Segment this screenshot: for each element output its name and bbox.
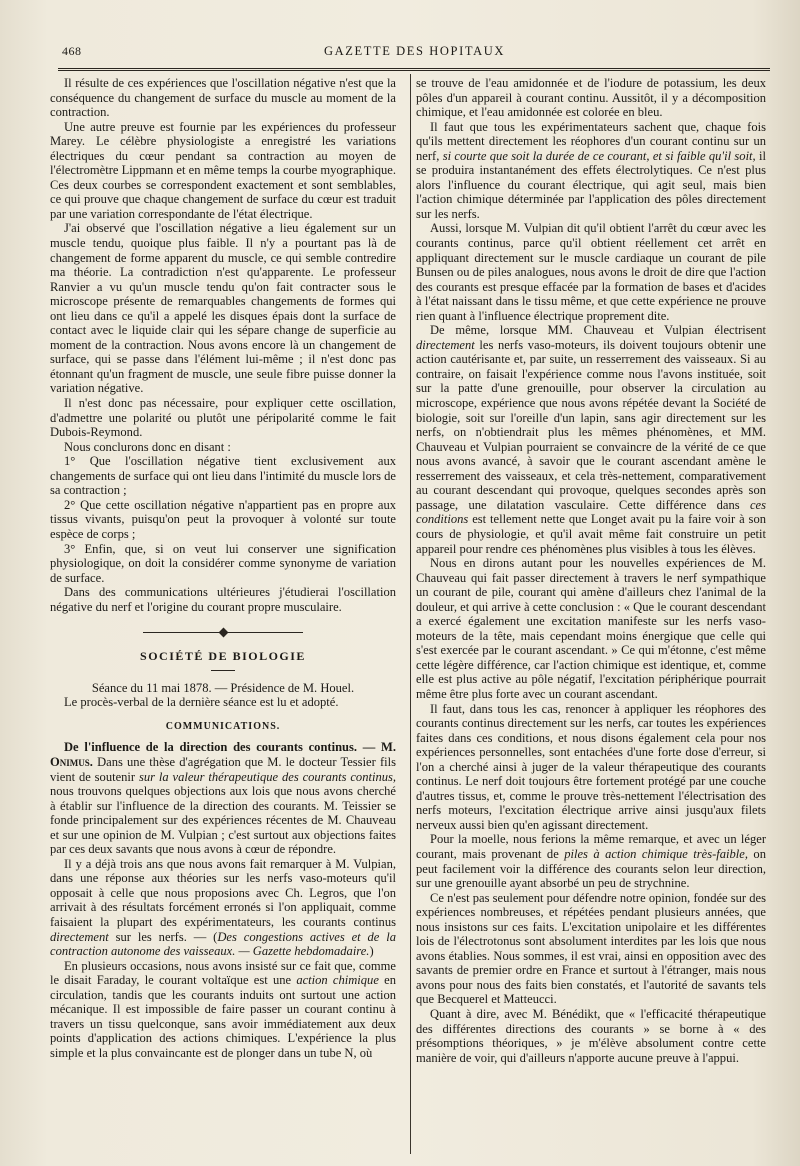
italic-run: si courte que soit la durée de ce courant, et si faible qu'il soit, [442,148,756,163]
paragraph: 2° Que cette oscillation négative n'appartient pas en propre aux tissus vivants, puisqu'on peut la provoquer à volonté sur toute espèce de corps ; [50,497,396,541]
paragraph: Quant à dire, avec M. Bénédikt, que « l'efficacité thérapeutique des différentes directions des courants » se borne à « des présomptions théoriques, » je m'élève absolument contre cette manière de voir, qui d'ailleurs n'apporte aucune preuve à l'appui. [416,1007,766,1065]
paragraph [416,323,766,556]
header-rule [58,68,770,71]
paragraph: 1° Que l'oscillation négative tient exclusivement aux changements de surface qui ont lieu dans l'intimité du muscle lors de sa contraction ; [50,454,396,498]
italic-run: sur la valeur thérapeutique des courants continus, [138,769,397,784]
text-run: les nerfs vaso-moteurs, ils doivent toujours obtenir une action cautérisante et, par suite, un resserrement des vaisseaux. Si au contraire, on faisait l'expérience comme nous l'avons instituée, soit sur la patte d'une grenouille, pour observer la circulation au microscope, expérience que nous avons répétée devant la Société de biologie, soit sur l'oreille d'un lapin, sans agir directement sur les nerfs, on n'obtiendrait plus les mêmes phénomènes, et MM. Chauveau et Vulpian pourraient se convaincre de la vérité de ce que nous avons avancé, à savoir que le courant ascendant amène le resserrement des vaisseaux, et cela très-nettement, comparativement au courant descendant qui provoque, quelques secondes après son passage, une dilatation vasculaire. Cette différence dans [416,337,766,512]
paragraph: se trouve de l'eau amidonnée et de l'iodure de potassium, les deux pôles d'un appareil à courant continu. Aussitôt, il y a décomposition chimique, et l'eau amidonnée est colorée en bleu. [416,76,766,120]
paragraph: Nous conclurons donc en disant : [64,439,231,454]
separator-ornament [143,632,303,633]
right-column [416,76,766,1065]
text-run: De même, lorsque MM. Chauveau et Vulpian électrisent [430,323,766,338]
text-run: Il faut que tous les expérimentateurs sachent que, chaque fois qu'ils mettent directement les réophores d'un courant continu sur un nerf, [416,119,766,163]
paragraph: Dans des communications ultérieures j'étudierai l'oscillation négative du nerf et l'origine du courant propre musculaire. [50,585,396,614]
italic-run: directement [50,929,109,944]
text-run: Dans une thèse d'agrégation que M. le docteur Tessier fils vient de soutenir [50,754,396,784]
text-run: sur les nerfs. — ( [108,929,218,944]
page-header [62,42,767,64]
paragraph [416,120,766,222]
text-run: est tellement nette que Longet avait pu la faire voir à son cours de physiologie, et qu'il avait même fait construire un petit appareil pour rendre ces phénomènes plus visibles à tous les élèves. [416,512,766,556]
paragraph: Aussi, lorsque M. Vulpian dit qu'il obtient l'arrêt du cœur avec les courants continus, parce qu'il obtient réellement cet arrêt en appliquant directement sur le muscle cardiaque un courant de pile Bunsen ou de piles analogues, nous avons le droit de dire que l'action des courants est presque effacée par la formation de bases et d'acides à l'état naissant dans le tissu même, et que cette expérience ne prouve rien quant à l'influence électrique proprement dite. [416,221,766,323]
section-title: SOCIÉTÉ DE BIOLOGIE [140,649,306,664]
paragraph: Il faut, dans tous les cas, renoncer à appliquer les réophores des courants continus directement sur les nerfs, car toutes les expériences faites dans ces conditions, et nous disons également cela pour nos expériences personnelles, sont entachées d'une forte dose d'erreur, si l'on a cherché ainsi à juger de la valeur thérapeutique des courants continus. Le nerf doit toujours être fortement protégé par une couche d'autres tissus, et, comme le prouve très-nettement l'électrisation des nerfs moteurs, l'excitation électrique arrive ainsi jusqu'aux filets nerveux aussi bien qu'en agissant directement. [416,701,766,832]
session-line: Séance du 11 mai 1878. — Présidence de M. Houel. [91,680,355,695]
communications-heading: COMMUNICATIONS. [165,720,281,732]
text-run: on peut facilement voir la différence des courants selon leur direction, sur une grenouille ayant absorbé un peu de strychnine. [416,846,766,891]
italic-run: ces conditions [416,497,766,527]
text-run: ) [369,944,374,959]
italic-run: action chimique [296,973,379,988]
short-rule [211,670,235,671]
paragraph: Une autre preuve est fournie par les expériences du professeur Marey. Le célèbre physiologiste a enregistré les variations électriques du cœur pendant sa contraction au moyen de l'électromètre Lippmann et en même temps la courbe myographique. Ces deux courbes se correspondent exactement et sont semblables, ce qui prouve que chaque changement de surface du cœur est traduit par une variation correspondante de l'état électrique. [50,119,396,221]
left-column [50,76,396,1060]
text-run: Pour la moelle, nous ferions la même remarque, et avec un léger courant, mais provenant de [416,832,766,861]
article-author: M. Onimus. [50,740,396,769]
text-run: en circulation, tandis que les courants induits ont surtout une action mécanique. Il est impossible de faire passer un courant continu à travers un tissu quelconque, sans avoir immédiatement aux deux points d'application des actions chimiques. L'expérience la plus simple et la plus convaincante est de plonger dans un tube N, où [50,973,396,1060]
proces-verbal-line: Le procès-verbal de la dernière séance est lu et adopté. [64,695,339,710]
text-run: nous trouvons quelques objections aux lois que nous avons cherché à établir sur l'influence de la direction des courants. M. Teissier se fonde principalement sur des expériences récentes de M. Chauveau et sur une opinion de M. Vulpian ; c'est surtout aux objections faites par ces deux savants que nous avons à cœur de répondre. [50,784,396,857]
running-title: GAZETTE DES HOPITAUX [324,44,505,58]
italic-run: piles à action chimique très-faible, [564,846,748,861]
column-divider [410,74,411,1154]
article-paragraph [50,959,396,1061]
article-title: De l'influence de la direction des courants continus. — [64,740,376,755]
text-run: il se produira instantanément des effets électrolytiques. Ce n'est plus alors l'influence du courant électrique, qui agit seul, mais bien l'action chimique déterminée par l'application des pôles directement sur les nerfs. [416,148,766,221]
paragraph: Nous en dirons autant pour les nouvelles expériences de M. Chauveau qui fait passer directement à travers le nerf sympathique un courant de pile, courant qui amène d'ailleurs chez l'animal de la douleur, et qui arrive à cette conclusion : « Que le courant descendant a exercé également une excitation manifeste sur les nerfs vaso-moteurs de la tête, mais cependant moins énergique que celle qui s'est exercée par le courant ascendant. » Ce qui m'étonne, c'est même cette légère différence, car l'action chimique est identique, et, comme elle est plus active au pôle négatif, l'excitation périphérique pourrait même être plus forte avec un courant ascendant. [416,556,766,701]
page-number: 468 [62,44,82,58]
paragraph: Il n'est donc pas nécessaire, pour expliquer cette oscillation, d'admettre une polarité ou plutôt une péripolarité comme le fait Dubois-Reymond. [50,396,396,440]
paragraph: 3° Enfin, que, si on veut lui conserver une signification physiologique, on doit la considérer comme synonyme de variation de surface. [50,541,396,585]
italic-run: directement [416,337,475,352]
paragraph [416,832,766,890]
text-run: Il y a déjà trois ans que nous avons fait remarquer à M. Vulpian, dans une réponse aux théories sur les nerfs vaso-moteurs qu'il opposait à celle que nous proposions avec Ch. Legros, que l'on arrivait à des résultats forcément erronés si l'on appliquait, comme faisaient la plupart des expérimentateurs, les courants continus [50,856,396,929]
text-run: En plusieurs occasions, nous avons insisté sur ce fait que, comme le disait Faraday, le courant voltaïque est une [50,958,396,988]
article-paragraph [50,857,396,959]
italic-run: Des congestions actives et de la contraction autonome des vaisseaux. — Gazette hebdomadaire. [50,929,397,959]
paragraph: Ce n'est pas seulement pour défendre notre opinion, fondée sur des expériences nombreuses, et répétées pendant plusieurs années, que nous insistons sur ces faits. L'excitation unipolaire et les différentes lois de l'électrotonus sont absolument interdites par les lois que nous avons établies. Nous sommes, il est vrai, ainsi en opposition avec des savants de premier ordre en France et surtout à l'étranger, mais nous avons pour nous des faits bien constatés, et l'autorité de savants tels que Becquerel et Matteucci. [416,890,766,1007]
article-paragraph [50,740,396,856]
paragraph: Il résulte de ces expériences que l'oscillation négative n'est que la conséquence du changement de surface du muscle au moment de la contraction. [50,76,396,120]
paragraph: J'ai observé que l'oscillation négative a lieu également sur un muscle tendu, quoique plus faible. Il n'y a pourtant pas là de changement de forme apparent du muscle, ce qui semble contredire ma théorie. La contradiction n'est qu'apparente. Le professeur Ranvier a vu qu'un muscle tendu qu'on fait contracter sous le microscope présente de remarquables changements de formes qui ont lieu dans ce qu'il a appelé les disques épais dont la surface de contact avec le liquide clair qui les sépare change de superficie au moment de la contraction. Nous avons encore là un changement de surface, qui se passe dans l'élément lui-même ; il n'est donc pas étonnant qu'un fragment de muscle, une seule fibre puisse donner la variation négative. [50,221,396,396]
